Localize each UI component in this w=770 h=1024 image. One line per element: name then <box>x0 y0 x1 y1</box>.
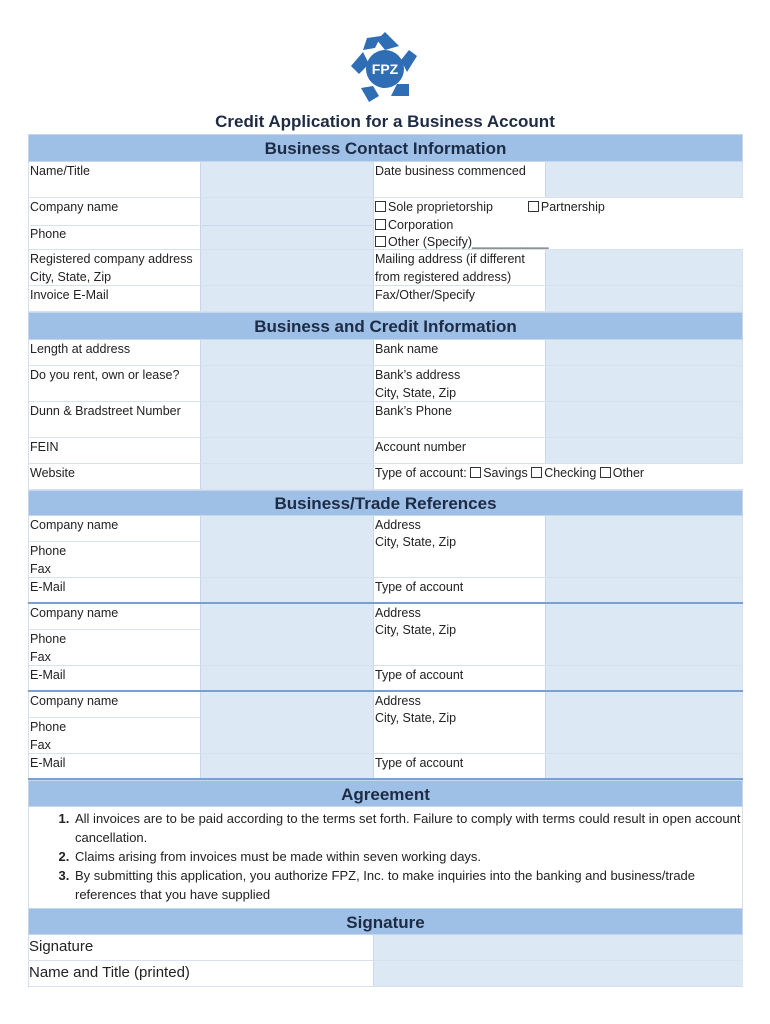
row-dnb-bank-phone <box>28 402 743 438</box>
label-invoice-email: Invoice E-Mail <box>28 286 200 311</box>
label-company-phone <box>28 198 200 249</box>
row-name-title-printed <box>28 961 743 987</box>
field-bank-phone[interactable] <box>545 402 743 437</box>
label-ref2-address: Address <box>373 604 545 630</box>
ref1-row-phone-fax <box>28 535 743 578</box>
field-website[interactable] <box>200 464 373 489</box>
field-bank-name[interactable] <box>545 340 743 365</box>
label-ref1-address: Address <box>373 516 545 542</box>
row-rent-bank-address <box>28 366 743 402</box>
field-dunn-bradstreet[interactable] <box>200 402 373 437</box>
field-ref2-type-of-account[interactable] <box>545 666 743 690</box>
agreement-item: 1. All invoices are to be paid according to the terms set forth. Failure to comply with terms could result in open account cancellation. <box>73 809 742 847</box>
field-bank-address[interactable] <box>545 366 743 401</box>
checkbox-other-specify[interactable]: Other (Specify)___________ <box>375 234 742 252</box>
label-ref3-email: E-Mail <box>28 754 200 778</box>
row-fein-account <box>28 438 743 464</box>
label-mailing-address: Mailing address (if different from registered address) <box>373 250 545 285</box>
ref3-row-phone-fax <box>28 711 743 754</box>
label-bank-name: Bank name <box>373 340 545 365</box>
field-fax-other[interactable] <box>545 286 743 311</box>
label-dunn-bradstreet: Dunn & Bradstreet Number <box>28 402 200 437</box>
row-company-phone <box>28 198 743 250</box>
label-ref2-company: Company name <box>28 604 200 630</box>
label-name-title: Name/Title <box>28 162 200 197</box>
label-ref2-city: City, State, Zip <box>373 630 545 665</box>
field-fein[interactable] <box>200 438 373 463</box>
label-ref1-email: E-Mail <box>28 578 200 602</box>
checkbox-icon <box>375 201 386 212</box>
label-ref1-type-of-account: Type of account <box>373 578 545 602</box>
label-ref2-phone-fax: Phone Fax <box>28 630 200 665</box>
checkbox-icon <box>600 467 611 478</box>
ref3-row-email <box>28 754 743 780</box>
field-account-number[interactable] <box>545 438 743 463</box>
checkbox-icon <box>531 467 542 478</box>
logo-text: FPZ <box>371 61 399 77</box>
field-invoice-email[interactable] <box>200 286 373 311</box>
section-header-contact: Business Contact Information <box>28 134 743 162</box>
label-type-of-account: Type of account: <box>375 466 467 480</box>
label-account-number: Account number <box>373 438 545 463</box>
field-ref2-address[interactable] <box>545 604 743 630</box>
field-signature[interactable] <box>373 935 743 960</box>
row-invoice-email <box>28 286 743 312</box>
label-ref3-phone-fax: Phone Fax <box>28 718 200 753</box>
field-ref2-city[interactable] <box>545 630 743 665</box>
label-phone: Phone <box>30 227 67 241</box>
field-registered-address[interactable] <box>200 250 373 285</box>
form-title: Credit Application for a Business Account <box>215 112 555 131</box>
label-ref3-company: Company name <box>28 692 200 718</box>
label-ref1-phone-fax: Phone Fax <box>28 542 200 577</box>
label-name-title-printed: Name and Title (printed) <box>28 961 373 986</box>
field-ref2-company[interactable] <box>200 604 373 630</box>
field-ref1-address[interactable] <box>545 516 743 542</box>
row-signature <box>28 935 743 961</box>
label-date-commenced: Date business commenced <box>373 162 545 197</box>
checkbox-icon <box>470 467 481 478</box>
field-company-phone[interactable] <box>200 198 373 249</box>
row-name-title <box>28 162 743 198</box>
label-website: Website <box>28 464 200 489</box>
checkbox-sole-proprietorship[interactable]: Sole proprietorship <box>375 200 493 214</box>
label-signature: Signature <box>28 935 373 960</box>
account-type-options <box>373 464 743 489</box>
checkbox-partnership[interactable]: Partnership <box>528 200 605 214</box>
row-website-account-type <box>28 464 743 490</box>
checkbox-corporation[interactable]: Corporation <box>375 217 742 235</box>
label-ref1-company: Company name <box>28 516 200 542</box>
fpz-logo <box>347 30 423 106</box>
label-ref1-city: City, State, Zip <box>373 542 545 577</box>
label-fax-other: Fax/Other/Specify <box>373 286 545 311</box>
field-ref3-phone-fax[interactable] <box>200 718 373 753</box>
label-fein: FEIN <box>28 438 200 463</box>
ref1-row-email <box>28 578 743 604</box>
field-ref3-type-of-account[interactable] <box>545 754 743 778</box>
label-ref3-city: City, State, Zip <box>373 718 545 753</box>
checkbox-icon <box>375 236 386 247</box>
checkbox-icon <box>528 201 539 212</box>
label-company-name: Company name <box>30 199 199 226</box>
business-type-options <box>373 198 743 249</box>
ref2-row-phone-fax <box>28 623 743 666</box>
field-ref3-email[interactable] <box>200 754 373 778</box>
label-length-at-address: Length at address <box>28 340 200 365</box>
field-name-title-printed[interactable] <box>373 961 743 986</box>
checkbox-icon <box>375 219 386 230</box>
field-ref1-email[interactable] <box>200 578 373 602</box>
field-ref3-city[interactable] <box>545 718 743 753</box>
credit-application-form <box>28 134 743 987</box>
section-header-agreement: Agreement <box>28 780 743 807</box>
label-registered-address: Registered company address City, State, Zip <box>28 250 200 285</box>
field-ref1-phone-fax[interactable] <box>200 542 373 577</box>
field-mailing-address[interactable] <box>545 250 743 285</box>
row-registered-address <box>28 250 743 286</box>
field-rent-own-lease[interactable] <box>200 366 373 401</box>
label-ref2-email: E-Mail <box>28 666 200 690</box>
field-ref2-email[interactable] <box>200 666 373 690</box>
section-header-credit: Business and Credit Information <box>28 312 743 340</box>
agreement-item: 3. By submitting this application, you authorize FPZ, Inc. to make inquiries into the banking and business/trade references that you have supplied <box>73 866 742 904</box>
field-ref1-type-of-account[interactable] <box>545 578 743 602</box>
field-ref3-company[interactable] <box>200 692 373 718</box>
checkbox-savings[interactable]: Savings <box>470 466 527 480</box>
field-date-commenced[interactable] <box>545 162 743 197</box>
field-ref2-phone-fax[interactable] <box>200 630 373 665</box>
checkbox-other[interactable]: Other <box>600 466 644 480</box>
field-name-title[interactable] <box>200 162 373 197</box>
label-bank-phone: Bank’s Phone <box>373 402 545 437</box>
row-length-bank <box>28 340 743 366</box>
checkbox-checking[interactable]: Checking <box>531 466 596 480</box>
field-ref1-city[interactable] <box>545 542 743 577</box>
ref2-row-email <box>28 666 743 692</box>
agreement-item: 2. Claims arising from invoices must be made within seven working days. <box>73 847 742 866</box>
field-length-at-address[interactable] <box>200 340 373 365</box>
section-header-signature: Signature <box>28 908 743 935</box>
section-header-references: Business/Trade References <box>28 490 743 516</box>
label-bank-address: Bank’s address City, State, Zip <box>373 366 545 401</box>
label-rent-own-lease: Do you rent, own or lease? <box>28 366 200 401</box>
label-ref3-address: Address <box>373 692 545 718</box>
label-ref2-type-of-account: Type of account <box>373 666 545 690</box>
agreement-list <box>28 807 743 908</box>
field-ref1-company[interactable] <box>200 516 373 542</box>
field-ref3-address[interactable] <box>545 692 743 718</box>
label-ref3-type-of-account: Type of account <box>373 754 545 778</box>
